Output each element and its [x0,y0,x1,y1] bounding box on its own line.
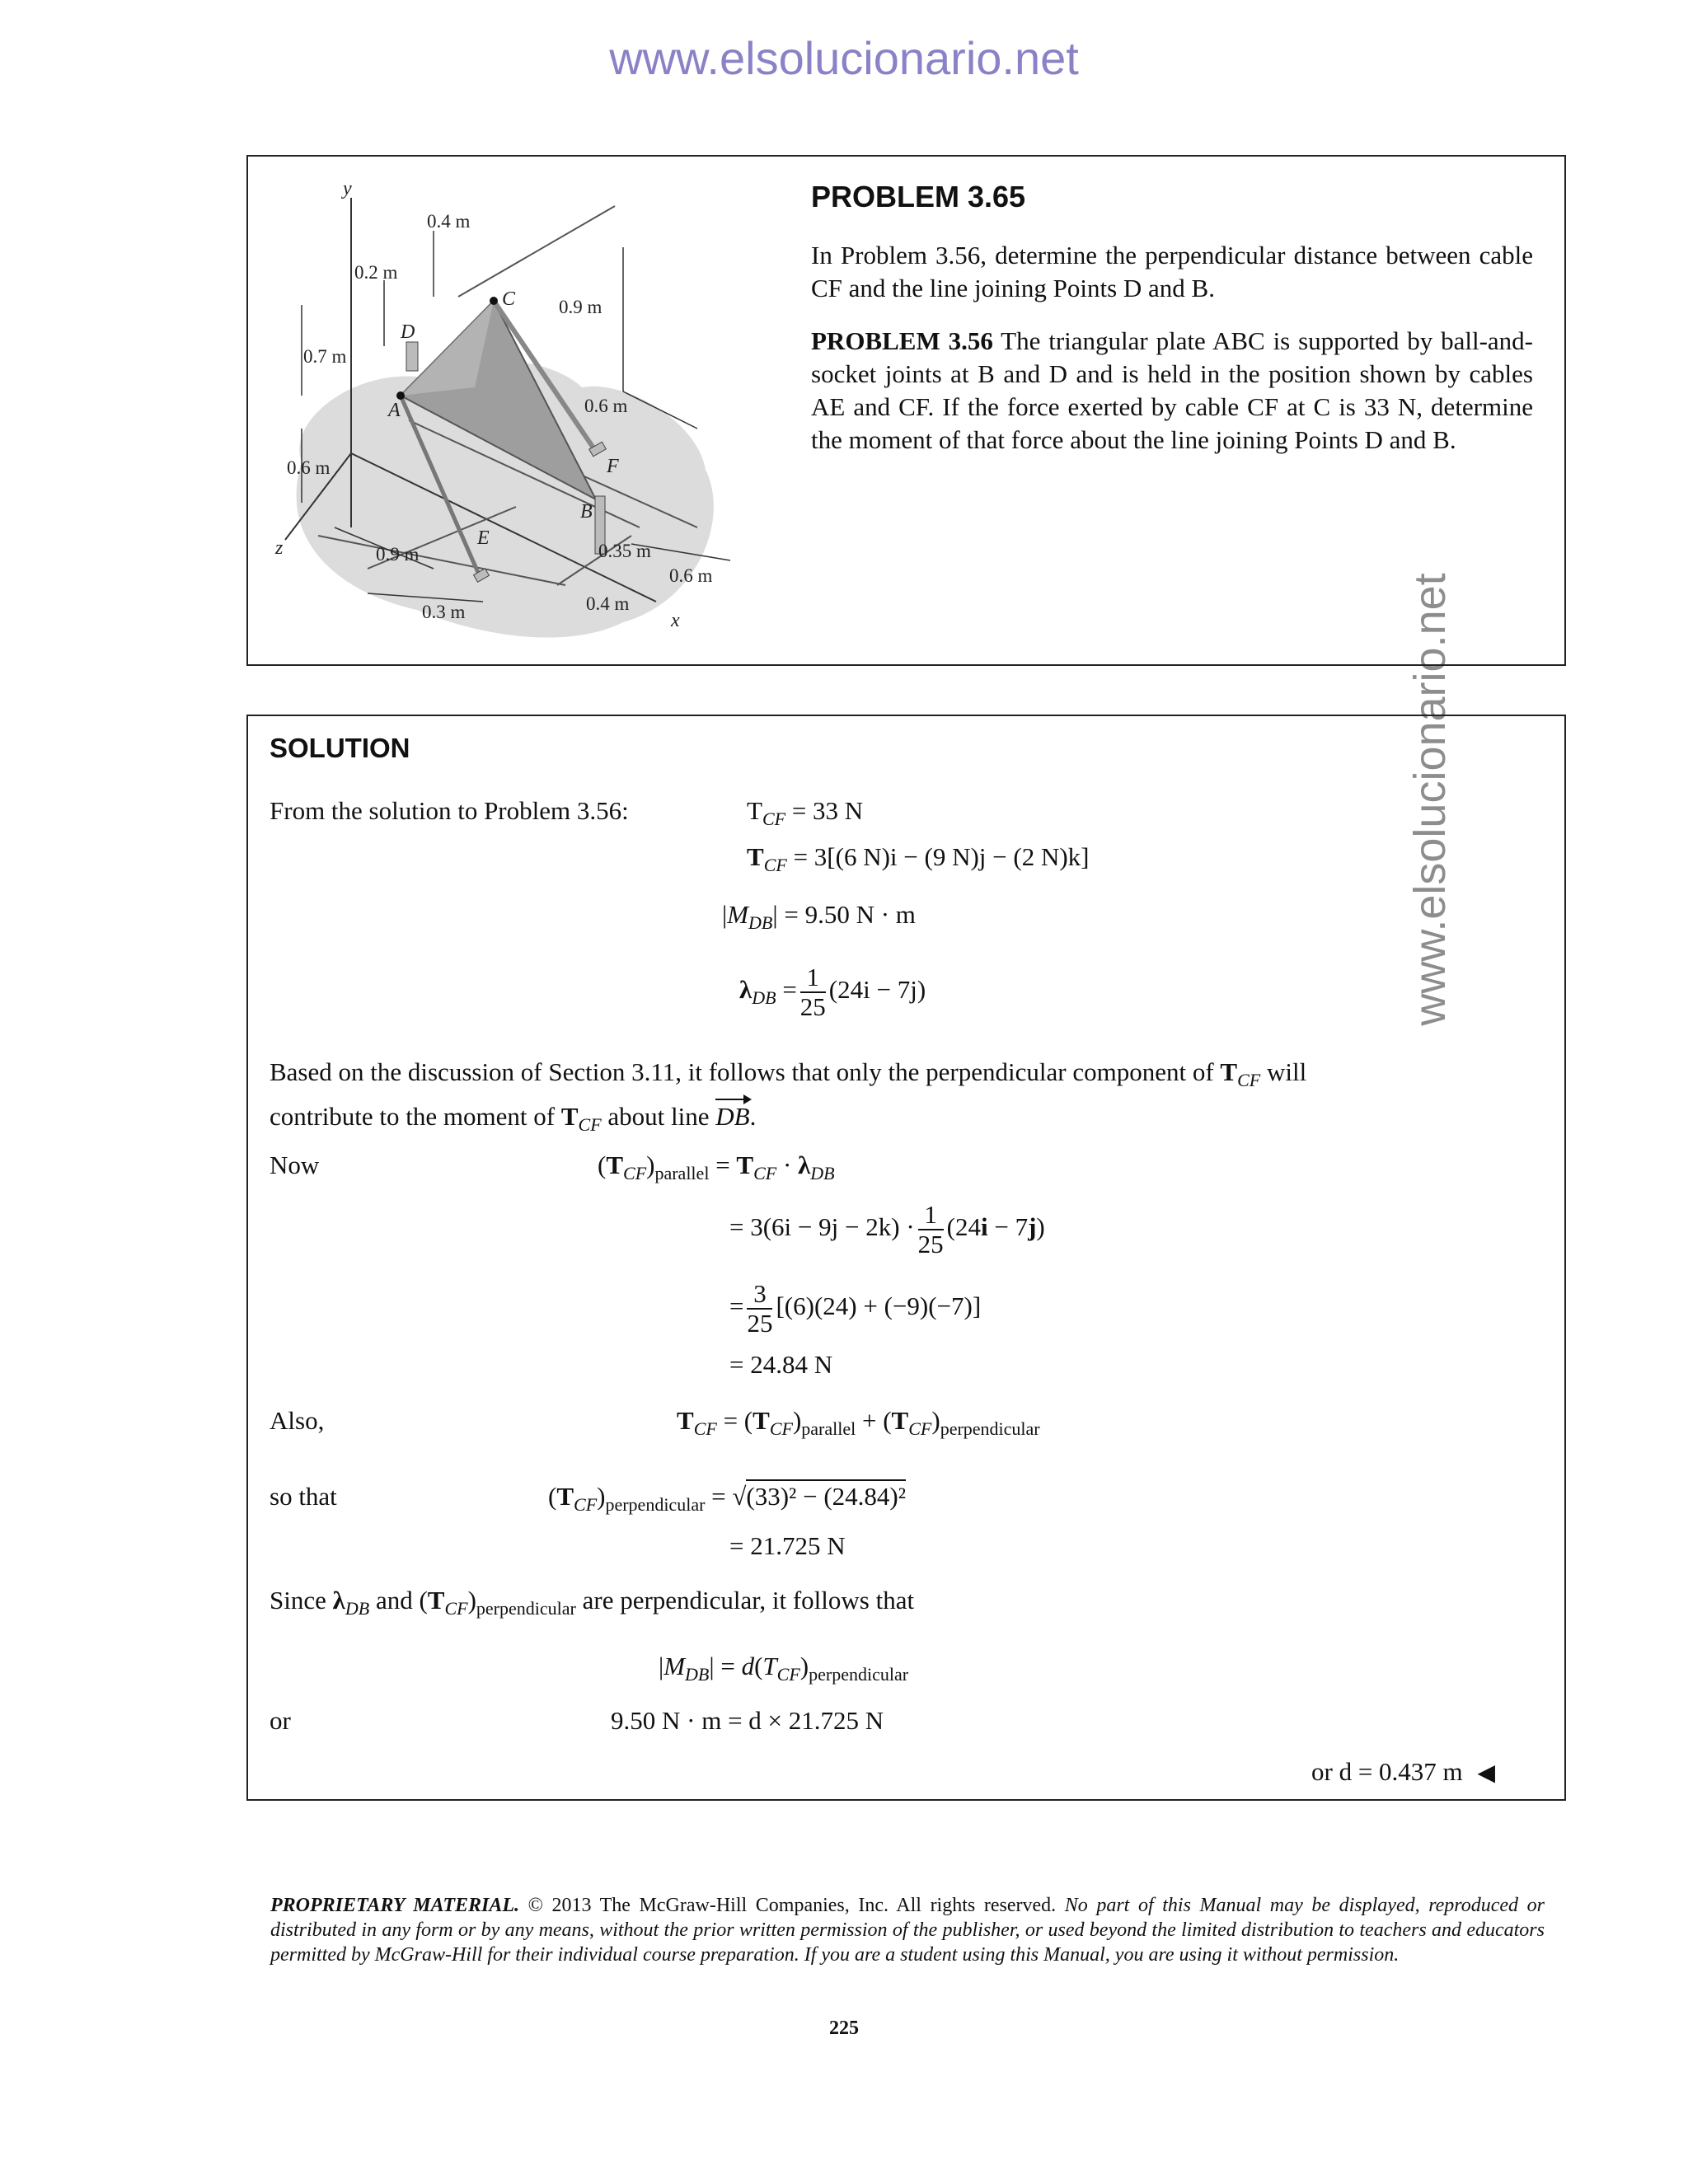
eq-lambda-db: $\lambda_{DB}$ = $\frac{1}{25}$ (24i − 7j) [739,962,926,1021]
solution-box [246,715,1566,1801]
or-label: or [270,1706,291,1735]
eq-tcf-magnitude: $T_{CF} = 33$ N [747,796,864,829]
so-that-label: so that [270,1482,337,1511]
discussion-text: Based on the discussion of Section 3.11, it follows that only the perpendicular component of $T_{CF}$ will contribute to the moment of $T_{CF}$ about line DB. [270,1057,1307,1135]
problem-title: PROBLEM 3.65 [811,180,1026,213]
eq-moment-distance: $|M_{DB}| = d(T_{CF})_{perpendicular}$ [659,1652,909,1685]
axis-y-label: y [343,178,352,199]
problem-box [246,155,1566,666]
problem-text [811,173,1533,476]
dim-0-4-bottom: 0.4 m [586,593,630,614]
point-d-label: D [401,321,415,343]
dim-0-2: 0.2 m [354,262,398,283]
watermark-top: www.elsolucionario.net [609,32,1079,84]
final-answer: or d = 0.437 m ◀ [1311,1757,1495,1786]
solution-title: SOLUTION [270,733,410,763]
reference-problem [811,325,1533,457]
problem-statement: In Problem 3.56, determine the perpendicular distance between cable CF and the line joining Points D and B. [811,241,1533,302]
point-b-label: B [580,501,593,523]
solution-intro: From the solution to Problem 3.56: [270,796,629,825]
now-label: Now [270,1151,320,1179]
also-label: Also, [270,1406,325,1435]
eq-parallel-4: = 24.84 N [729,1350,833,1379]
eq-tcf-vector: $T_{CF} = 3[(6$ N)i − (9 N)j − (2 N)k] [747,842,1090,875]
eq-perpendicular-2: = 21.725 N [729,1531,846,1560]
axis-z-label: z [275,537,284,559]
point-c-label: C [502,288,516,310]
eq-mdb: $|M_{DB}| = 9.50$ N · m [722,900,916,933]
answer-marker-icon: ◀ [1477,1760,1495,1786]
eq-perpendicular-1: $(T_{CF})_{perpendicular} = √(33)^2 - (24.84)^2$ [548,1481,906,1521]
footer-notice: PROPRIETARY MATERIAL. © 2013 The McGraw-Hill Companies, Inc. All rights reserved. No part of this Manual may be displayed, reproduced or distributed in any form or by any means, without the prior written permission of the publisher, or used beyond the limited distribution to teachers and educators permitted by McGraw-Hill for their individual course preparation. If you are a student using this Manual, you are using it without permission. [270,1895,1545,1966]
dim-0-3: 0.3 m [422,602,466,622]
page-number: 225 [829,2018,859,2039]
reference-title: PROBLEM 3.56 [811,326,993,355]
dim-0-6-left: 0.6 m [287,457,331,478]
dim-0-9-bottom: 0.9 m [376,544,420,565]
point-f-label: F [607,456,619,477]
dim-0-6-bottom: 0.6 m [669,565,713,586]
dim-0-4-top: 0.4 m [427,211,471,232]
axis-x-label: x [671,610,680,631]
problem-diagram [269,173,780,651]
point-e-label: E [477,527,490,549]
dim-0-35: 0.35 m [598,541,651,561]
eq-parallel-2: = 3(6i − 9j − 2k) · $\frac{1}{25}$ (24i − 7j) [729,1199,1045,1258]
eq-final: 9.50 N · m = d × 21.725 N [611,1706,884,1735]
dim-0-7: 0.7 m [303,346,347,367]
eq-tcf-decomposition: $T_{CF} = (T_{CF})_{parallel} + (T_{CF})_{perpendicular}$ [677,1406,1040,1439]
watermark-side: www.elsolucionario.net [1405,573,1455,1026]
eq-parallel-3: = $\frac{3}{25}$ [(6)(24) + (−9)(−7)] [729,1278,982,1338]
point-a-label: A [388,400,401,421]
dim-0-9-right: 0.9 m [559,297,603,317]
reference-statement: The triangular plate ABC is supported by ball-and-socket joints at B and D and is held in the position shown by cables AE and CF. If the force exerted by cable CF at C is 33 N, determine the moment of that force about the line joining Points D and B. [811,326,1533,454]
dim-0-6-right: 0.6 m [584,396,628,416]
line-db: DB [715,1099,749,1131]
since-text: Since $\lambda_{DB}$ and $(T_{CF})_{perpendicular}$ are perpendicular, it follows that [270,1586,915,1619]
eq-parallel-1: $(T_{CF})_{parallel} = T_{CF} \cdot \lambda_{DB}$ [598,1151,835,1183]
